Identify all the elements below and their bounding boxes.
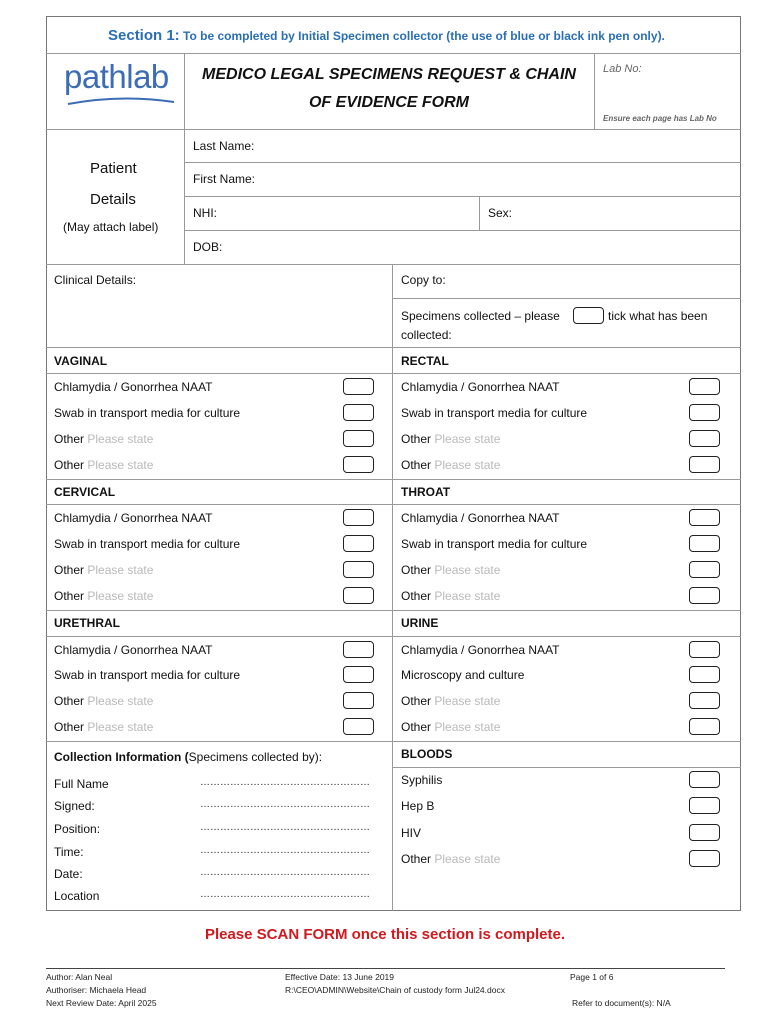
divider <box>392 298 741 299</box>
specimen-checkbox[interactable] <box>343 587 374 604</box>
section-title-cervical: CERVICAL <box>54 485 116 499</box>
other-label: Other <box>401 720 432 734</box>
specimen-checkbox[interactable] <box>343 718 374 735</box>
last-name-field[interactable]: Last Name: <box>193 139 255 153</box>
collection-field-label: Date: <box>54 867 83 881</box>
specimen-checkbox[interactable] <box>689 561 720 578</box>
divider <box>184 230 741 231</box>
specimen-checkbox[interactable] <box>689 797 720 814</box>
section-title-vaginal: VAGINAL <box>54 354 108 368</box>
other-placeholder: Please state <box>434 720 501 734</box>
specimen-checkbox[interactable] <box>689 404 720 421</box>
specimen-item-other[interactable] <box>401 458 500 472</box>
specimen-item-other[interactable] <box>54 720 153 734</box>
section-title-throat: THROAT <box>401 485 451 499</box>
specimen-checkbox[interactable] <box>343 666 374 683</box>
divider <box>46 53 741 54</box>
specimen-item: Chlamydia / Gonorrhea NAAT <box>401 511 560 525</box>
section-title-bloods: BLOODS <box>401 747 453 761</box>
specimens-instruction: collected: <box>401 328 452 342</box>
collection-title-rest: Specimens collected by): <box>188 750 323 764</box>
specimen-item: Swab in transport media for culture <box>54 406 241 420</box>
specimen-checkbox[interactable] <box>689 641 720 658</box>
specimen-item: Chlamydia / Gonorrhea NAAT <box>54 643 213 657</box>
other-placeholder: Please state <box>87 720 154 734</box>
first-name-field[interactable]: First Name: <box>193 172 256 186</box>
other-placeholder: Please state <box>87 458 154 472</box>
specimen-item: Chlamydia / Gonorrhea NAAT <box>401 643 560 657</box>
other-placeholder: Please state <box>434 852 501 866</box>
other-label: Other <box>54 563 85 577</box>
column-divider <box>392 264 393 911</box>
specimen-item-other[interactable] <box>401 432 500 446</box>
other-placeholder: Please state <box>87 694 154 708</box>
other-placeholder: Please state <box>434 458 501 472</box>
specimen-checkbox[interactable] <box>689 718 720 735</box>
location-input[interactable]: …………………………………………… <box>200 889 370 900</box>
nhi-field[interactable]: NHI: <box>193 206 217 220</box>
form-title-line: MEDICO LEGAL SPECIMENS REQUEST & CHAIN <box>202 66 576 83</box>
divider <box>46 504 741 505</box>
specimen-checkbox[interactable] <box>689 771 720 788</box>
logo-text: lab <box>126 58 169 95</box>
specimen-item: Hep B <box>401 799 435 813</box>
collection-info-title <box>54 750 322 764</box>
footer-effective-date: Effective Date: 13 June 2019 <box>285 972 395 982</box>
collection-field-label: Signed: <box>54 799 95 813</box>
logo-text: path <box>64 58 127 95</box>
signed-input[interactable]: …………………………………………… <box>200 799 370 810</box>
divider <box>46 479 741 480</box>
specimen-item-other[interactable] <box>54 458 153 472</box>
divider <box>46 610 741 611</box>
specimen-checkbox[interactable] <box>343 692 374 709</box>
logo-swoosh-icon <box>66 96 176 108</box>
collection-field-label: Position: <box>54 822 101 836</box>
full-name-input[interactable]: …………………………………………… <box>200 777 370 788</box>
specimen-item-other[interactable] <box>401 563 500 577</box>
footer-file-path: R:\CEO\ADMIN\Website\Chain of custody form Jul24.docx <box>285 985 505 995</box>
specimen-item: Chlamydia / Gonorrhea NAAT <box>401 380 560 394</box>
divider <box>392 767 741 768</box>
scan-notice: Please SCAN FORM once this section is complete. <box>204 926 566 943</box>
footer-review-date: Next Review Date: April 2025 <box>46 998 157 1008</box>
specimen-item: Syphilis <box>401 773 443 787</box>
copy-to-field[interactable]: Copy to: <box>401 273 446 287</box>
specimen-item-other[interactable] <box>54 589 153 603</box>
collection-title-bold: Collection Information ( <box>54 750 189 764</box>
specimen-item: Microscopy and culture <box>401 668 525 682</box>
specimen-checkbox[interactable] <box>343 430 374 447</box>
specimens-instruction: tick what has been <box>608 309 708 323</box>
collection-field-label: Full Name <box>54 777 109 791</box>
specimen-checkbox[interactable] <box>343 535 374 552</box>
specimen-item-other[interactable] <box>401 589 500 603</box>
footer-refer: Refer to document(s): N/A <box>572 998 671 1008</box>
divider <box>184 196 741 197</box>
specimen-item-other[interactable] <box>401 694 500 708</box>
other-label: Other <box>401 432 432 446</box>
other-placeholder: Please state <box>87 589 154 603</box>
specimen-item-other[interactable] <box>401 720 500 734</box>
specimen-item-other[interactable] <box>401 852 500 866</box>
specimen-item-other[interactable] <box>54 563 153 577</box>
specimen-checkbox[interactable] <box>343 456 374 473</box>
specimen-checkbox[interactable] <box>689 587 720 604</box>
specimen-item-other[interactable] <box>54 432 153 446</box>
divider <box>46 636 741 637</box>
specimen-checkbox[interactable] <box>689 666 720 683</box>
collection-field-label: Location <box>54 889 100 903</box>
other-label: Other <box>401 589 432 603</box>
specimen-checkbox[interactable] <box>689 430 720 447</box>
sex-field[interactable]: Sex: <box>488 206 513 220</box>
specimen-checkbox[interactable] <box>689 850 720 867</box>
section-heading <box>108 27 665 44</box>
clinical-details-field[interactable]: Clinical Details: <box>54 273 137 287</box>
specimen-checkbox[interactable] <box>689 692 720 709</box>
divider <box>46 347 741 348</box>
dob-field[interactable]: DOB: <box>193 240 223 254</box>
specimen-checkbox[interactable] <box>343 509 374 526</box>
specimen-item: Swab in transport media for culture <box>54 668 241 682</box>
form-title-line: OF EVIDENCE FORM <box>308 94 469 111</box>
specimen-checkbox[interactable] <box>343 641 374 658</box>
form-title <box>184 61 594 117</box>
patient-heading: Details <box>90 191 136 208</box>
section-title-rectal: RECTAL <box>401 354 449 368</box>
specimen-checkbox[interactable] <box>343 404 374 421</box>
other-placeholder: Please state <box>434 694 501 708</box>
divider <box>479 196 480 230</box>
position-input[interactable]: …………………………………………… <box>200 822 370 833</box>
other-placeholder: Please state <box>87 432 154 446</box>
date-input[interactable]: …………………………………………… <box>200 867 370 878</box>
specimen-checkbox[interactable] <box>343 378 374 395</box>
divider <box>46 373 741 374</box>
time-input[interactable]: …………………………………………… <box>200 845 370 856</box>
divider <box>46 741 741 742</box>
other-label: Other <box>401 852 432 866</box>
other-label: Other <box>54 432 85 446</box>
lab-no-note: Ensure each page has Lab No <box>603 114 717 123</box>
other-label: Other <box>401 694 432 708</box>
footer-page-number: Page 1 of 6 <box>570 972 614 982</box>
lab-no-label: Lab No: <box>603 63 642 75</box>
pathlab-logo <box>64 58 169 96</box>
section-label: Section 1: <box>108 27 180 44</box>
footer-authoriser: Authoriser: Michaela Head <box>46 985 147 995</box>
section-title-urine: URINE <box>401 616 439 630</box>
specimen-checkbox[interactable] <box>689 378 720 395</box>
divider <box>184 162 741 163</box>
footer-author: Author: Alan Neal <box>46 972 113 982</box>
footer-divider <box>46 968 725 969</box>
other-placeholder: Please state <box>87 563 154 577</box>
other-placeholder: Please state <box>434 432 501 446</box>
specimen-item-other[interactable] <box>54 694 153 708</box>
other-placeholder: Please state <box>434 563 501 577</box>
specimen-checkbox[interactable] <box>343 561 374 578</box>
specimen-item: Swab in transport media for culture <box>401 406 588 420</box>
patient-heading-note: (May attach label) <box>63 220 159 234</box>
specimens-instruction: Specimens collected – please <box>401 309 560 323</box>
specimen-checkbox[interactable] <box>689 535 720 552</box>
divider <box>594 53 595 129</box>
specimen-item: Chlamydia / Gonorrhea NAAT <box>54 380 213 394</box>
specimen-item: Swab in transport media for culture <box>54 537 241 551</box>
divider <box>46 264 741 265</box>
other-label: Other <box>54 694 85 708</box>
collection-field-label: Time: <box>54 845 84 859</box>
other-label: Other <box>401 563 432 577</box>
other-label: Other <box>54 720 85 734</box>
specimen-item: Chlamydia / Gonorrhea NAAT <box>54 511 213 525</box>
divider <box>46 129 741 130</box>
patient-heading: Patient <box>90 160 137 177</box>
tick-example-box <box>573 307 604 324</box>
specimen-checkbox[interactable] <box>689 456 720 473</box>
other-label: Other <box>54 589 85 603</box>
other-label: Other <box>401 458 432 472</box>
specimen-item: Swab in transport media for culture <box>401 537 588 551</box>
specimen-checkbox[interactable] <box>689 509 720 526</box>
other-label: Other <box>54 458 85 472</box>
specimen-item: HIV <box>401 826 422 840</box>
specimen-checkbox[interactable] <box>689 824 720 841</box>
section-instruction: To be completed by Initial Specimen collector (the use of blue or black ink pen only). <box>183 29 665 43</box>
section-title-urethral: URETHRAL <box>54 616 120 630</box>
other-placeholder: Please state <box>434 589 501 603</box>
